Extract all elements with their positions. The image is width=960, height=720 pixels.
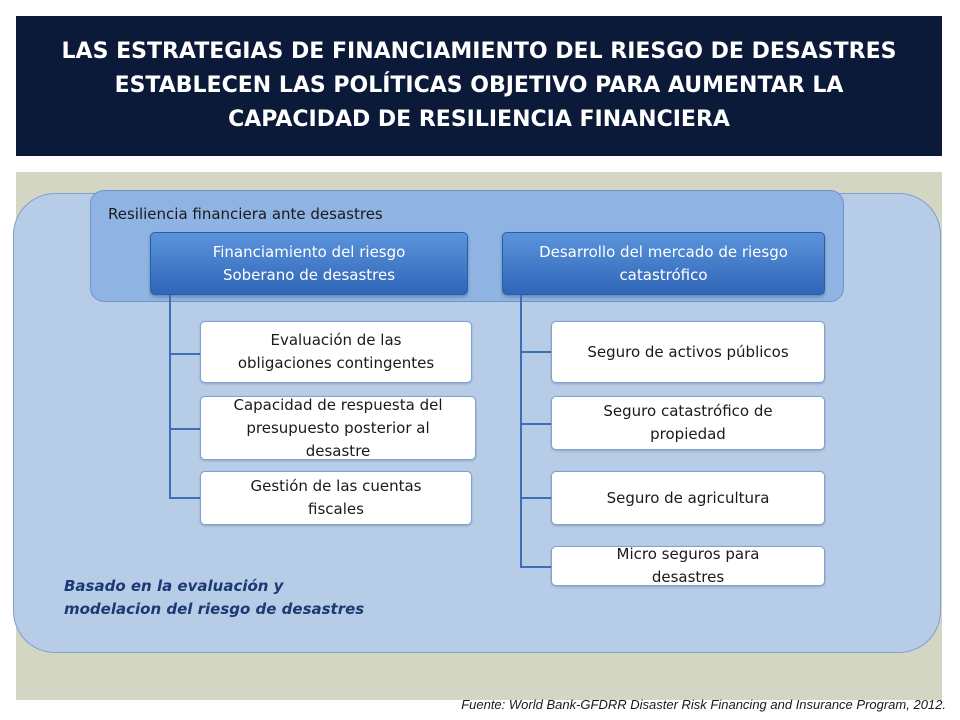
basis-note-line-2: modelacion del riesgo de desastres	[64, 600, 365, 618]
item-line: fiscales	[308, 500, 364, 518]
item-line: Capacidad de respuesta del	[233, 396, 443, 414]
right-header-line-1: Desarrollo del mercado de riesgo	[539, 242, 788, 261]
title-line-1: LAS ESTRATEGIAS DE FINANCIAMIENTO DEL RIESGO DE DESASTRES	[61, 39, 897, 64]
item-line: Seguro de agricultura	[606, 488, 770, 507]
right-connector-branch	[520, 566, 552, 568]
item-line: obligaciones contingentes	[237, 354, 435, 372]
left-connector-branch	[169, 428, 201, 430]
property-cat-insurance-box	[551, 396, 825, 450]
band-label: Resiliencia financiera ante desastres	[108, 205, 383, 223]
catastrophe-market-header	[502, 232, 825, 295]
title-banner	[16, 16, 942, 156]
right-connector-branch	[520, 423, 552, 425]
source-citation: Fuente: World Bank-GFDRR Disaster Risk Financing and Insurance Program, 2012.	[461, 697, 946, 712]
item-line: Evaluación de las	[270, 331, 402, 349]
left-header-line-1: Financiamiento del riesgo	[212, 242, 406, 261]
budget-response-box	[200, 396, 476, 460]
item-line: Gestión de las cuentas	[250, 477, 422, 495]
item-line: presupuesto posterior al	[246, 418, 430, 437]
left-connector-trunk	[169, 295, 171, 498]
left-connector-branch	[169, 353, 201, 355]
micro-insurance-box	[551, 546, 825, 586]
sovereign-financing-header	[150, 232, 468, 295]
item-line: Micro seguros para	[616, 546, 760, 563]
right-connector-trunk	[520, 295, 522, 567]
basis-note-line-1: Basado en la evaluación y	[64, 577, 284, 595]
title-line-2: ESTABLECEN LAS POLÍTICAS OBJETIVO PARA AUMENTAR LA	[114, 73, 844, 98]
fiscal-accounts-box	[200, 471, 472, 525]
right-connector-branch	[520, 497, 552, 499]
item-line: desastres	[651, 568, 725, 586]
agriculture-insurance-box	[551, 471, 825, 525]
contingent-liabilities-box	[200, 321, 472, 383]
item-line: desastre	[305, 441, 371, 460]
right-header-line-2: catastrófico	[619, 265, 708, 284]
left-header-line-2: Soberano de desastres	[222, 265, 396, 284]
basis-note	[64, 575, 364, 621]
public-assets-insurance-box	[551, 321, 825, 383]
right-connector-branch	[520, 351, 552, 353]
page-title	[42, 35, 917, 137]
item-line: propiedad	[650, 425, 726, 443]
title-line-3: CAPACIDAD DE RESILIENCIA FINANCIERA	[228, 107, 730, 132]
item-line: Seguro catastrófico de	[603, 402, 773, 420]
left-connector-branch	[169, 497, 201, 499]
item-line: Seguro de activos públicos	[587, 342, 789, 361]
